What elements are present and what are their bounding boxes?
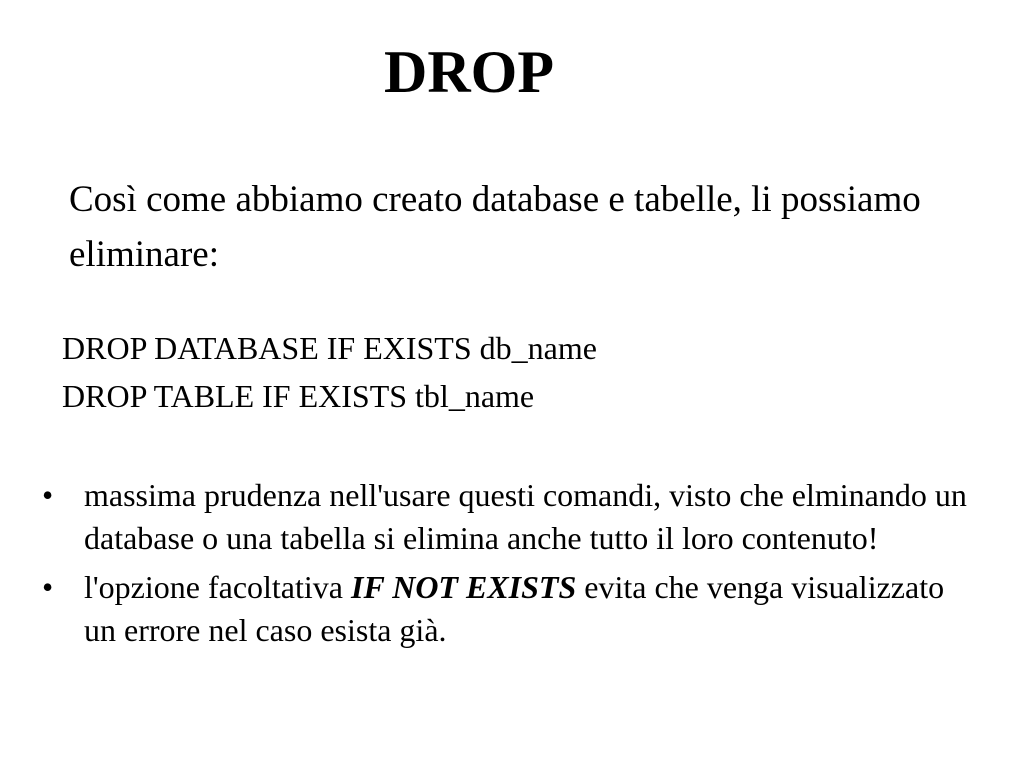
bullet-text-after: evita che venga visualizzato un errore nel caso esista già. — [84, 569, 945, 648]
bullet-list — [42, 474, 982, 658]
bullet-text-prudence: massima prudenza nell'usare questi comandi, visto che elminando un database o una tabella si elimina anche tutto il loro contenuto! — [84, 477, 967, 556]
sql-drop-database: DROP DATABASE IF EXISTS db_name — [62, 330, 597, 366]
slide-title: DROP — [384, 39, 554, 105]
bullet-emphasis-if-not-exists: IF NOT EXISTS — [350, 569, 577, 605]
bullet-dot-icon: • — [42, 569, 54, 605]
intro-paragraph: Così come abbiamo creato database e tabelle, li possiamo eliminare: — [69, 179, 921, 275]
sql-drop-table: DROP TABLE IF EXISTS tbl_name — [62, 378, 535, 414]
bullet-dot-icon: • — [42, 477, 54, 513]
bullet-item-prudence — [42, 474, 982, 560]
sql-commands — [62, 324, 962, 420]
bullet-item-if-not-exists — [42, 566, 982, 652]
bullet-text-before: l'opzione facoltativa — [84, 569, 351, 605]
